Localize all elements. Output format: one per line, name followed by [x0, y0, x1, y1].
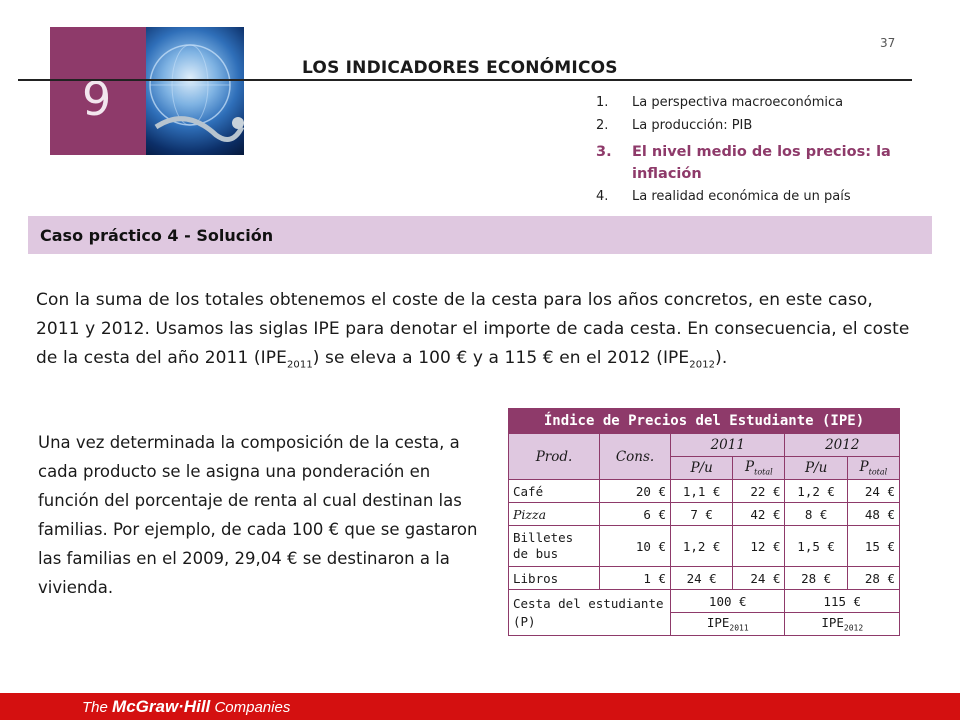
cell-pu1: 7 €: [671, 503, 733, 526]
col-header-year1: 2011: [671, 434, 785, 457]
cell-basket-label: Cesta del estudiante (P): [509, 590, 671, 636]
ipe-table: [508, 408, 900, 636]
explanation-paragraph: Una vez determinada la composición de la cesta, a cada producto se le asigna una ponderación en función del porcentaje de renta al cual destinan las familias. Por ejemplo, de cada 100 € que se gastaron las familias en el 2009, 29,04 € se destinaron a la vivienda.: [38, 433, 478, 597]
cell-ipe-2011: $IPE_{2011}$: [671, 613, 785, 636]
col-header-ptotal: $P_{total}$: [733, 457, 785, 480]
cell-pt1: 22 €: [733, 480, 785, 503]
cell-pt2: 48 €: [847, 503, 899, 526]
cell-pt1: 24 €: [733, 567, 785, 590]
cell-cons: 20 €: [600, 480, 671, 503]
cell-pu2: 1,2 €: [785, 480, 847, 503]
cell-pu2: 8 €: [785, 503, 847, 526]
chapter-title: LOS INDICADORES ECONÓMICOS: [302, 58, 618, 78]
globe-stethoscope-icon: [146, 27, 244, 155]
cell-cons: 10 €: [600, 526, 671, 567]
table-title: Índice de Precios del Estudiante (IPE): [509, 409, 900, 434]
cell-pu1: 1,1 €: [671, 480, 733, 503]
publisher-logo: The McGraw·Hill Companies: [82, 697, 291, 716]
table-row: [509, 526, 900, 567]
main-paragraph: Con la suma de los totales obtenemos el coste de la cesta para los años concretos, en este caso, 2011 y 2012. Usamos las siglas IPE para denotar el importe de cada cesta. En consecuencia, el coste de la cesta del año 2011 $(IPE_{2011})$ se eleva a 100 € y a 115 € en el 2012 $(IPE_{2012})$.: [36, 290, 910, 371]
cell-total-2012: 115 €: [785, 590, 900, 613]
cell-cons: 6 €: [600, 503, 671, 526]
section-title: Caso práctico 4 - Solución: [40, 226, 274, 245]
cell-cons: 1 €: [600, 567, 671, 590]
chapter-number: 9: [82, 72, 112, 126]
col-header-pu: P/u: [785, 457, 847, 480]
cell-pt1: 42 €: [733, 503, 785, 526]
table-row-basket: [509, 590, 900, 613]
col-header-ptotal: $P_{total}$: [847, 457, 899, 480]
cell-prod: Billetes de bus: [509, 526, 600, 567]
table-row: [509, 480, 900, 503]
cell-ipe-2012: $IPE_{2012}$: [785, 613, 900, 636]
cell-pt2: 28 €: [847, 567, 899, 590]
cell-prod: Pizza: [509, 503, 600, 526]
cell-prod: Café: [509, 480, 600, 503]
cell-total-2011: 100 €: [671, 590, 785, 613]
col-header-pu: P/u: [671, 457, 733, 480]
topic-item[interactable]: 2. La producción: PIB: [596, 118, 753, 133]
topic-item[interactable]: 1. La perspectiva macroeconómica: [596, 95, 844, 110]
cell-pu1: 24 €: [671, 567, 733, 590]
cell-pt2: 24 €: [847, 480, 899, 503]
cell-pt2: 15 €: [847, 526, 899, 567]
col-header-year2: 2012: [785, 434, 900, 457]
cell-pu2: 28 €: [785, 567, 847, 590]
header-divider: [18, 79, 912, 81]
page-number: 37: [880, 36, 896, 50]
topic-item-active[interactable]: 3. El nivel medio de los precios: la inflación: [596, 144, 891, 182]
topic-list: [596, 95, 916, 212]
table-row: [509, 567, 900, 590]
table-row: [509, 503, 900, 526]
cell-pu1: 1,2 €: [671, 526, 733, 567]
cell-pu2: 1,5 €: [785, 526, 847, 567]
topic-item[interactable]: 4. La realidad económica de un país: [596, 189, 851, 204]
col-header-cons: Cons.: [600, 434, 671, 480]
cell-pt1: 12 €: [733, 526, 785, 567]
col-header-prod: Prod.: [509, 434, 600, 480]
cell-prod: Libros: [509, 567, 600, 590]
